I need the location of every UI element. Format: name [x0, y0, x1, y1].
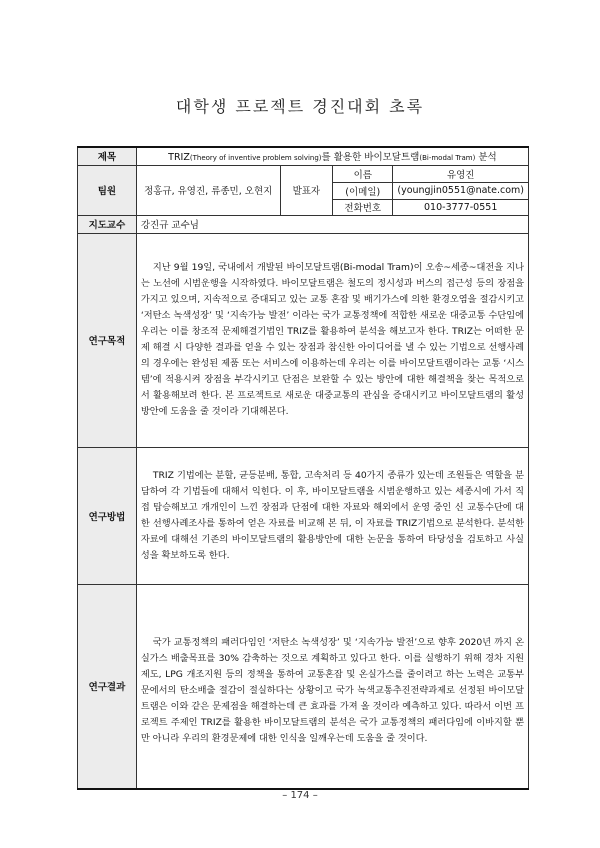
team-members: 정홍규, 유영진, 류종민, 오현지 [136, 165, 280, 215]
subject-small: (Theory of inventive problem solving) [189, 154, 322, 163]
name-value: 유영진 [393, 165, 529, 182]
subject-middle: 를 활용한 바이모달트램 [321, 152, 420, 164]
subject-suffix: 분석 [475, 152, 497, 164]
purpose-label: 연구목적 [78, 233, 137, 447]
method-text: TRIZ 기법에는 분할, 균등분배, 통합, 고속처리 등 40가지 종류가 있는데 조원들은 역할을 분담하여 각 기법들에 대해서 익힌다. 이 후, 바이모달트램을 시범운행하고 있는 세종시에 가서 직접 탑승해보고 개개인이 느낀 장점과 단점에 대한 자료와 해외에서 운영 중인 신 교통수단에 대한 선행사례조사를 통하여 얻은 자료를 비교해 본 뒤, 이 자료를 TRIZ기법으로 분석한다. 분석한 자료에 대해선 기존의 바이모달트램의 활용방안에 대한 논문을 통하여 타당성을 검토하고 사실성을 확보하도록 한다. [140, 469, 524, 561]
document-title: 대학생 프로젝트 경진대회 초록 [175, 97, 425, 116]
page-number: – 174 – [282, 790, 318, 801]
phone-label: 전화번호 [333, 199, 393, 215]
advisor-label: 지도교수 [78, 215, 137, 233]
method-section [136, 447, 528, 584]
method-label: 연구방법 [78, 447, 137, 584]
advisor-value: 강진규 교수님 [136, 215, 528, 233]
result-section [136, 584, 528, 789]
purpose-section [136, 233, 528, 447]
result-label: 연구결과 [78, 584, 137, 789]
subject-prefix: TRIZ [168, 152, 190, 164]
email-value: (youngjin0551@nate.com) [393, 182, 529, 199]
subject-value [136, 147, 528, 165]
result-text: 국가 교통정책의 패러다임인 ‘저탄소 녹색성장’ 및 ‘지속가능 발전’으로 향후 2020년 까지 온실가스 배출목표를 30% 감축하는 것으로 계획하고 있다고 한다. 이를 실행하기 위해 경차 지원제도, LPG 개조지원 등의 정책을 통하여 교통혼잡 및 온실가스를 줄이려고 하는 노력은 교통부문에서의 탄소배출 절감이 절실하다는 상황이고 국가 녹색교통추진전략과제로 선정된 바이모달트램은 이와 같은 문제점을 해결하는데 큰 효과를 가져 올 것이라 예측하고 있다. 따라서 이번 프로젝트 주제인 TRIZ를 활용한 바이모달트램의 분석은 국가 교통정책의 패러다임에 이바지할 뿐만 아니라 우리의 환경문제에 대한 인식을 일깨우는데 도움을 줄 것이다. [140, 637, 524, 745]
subject-label: 제목 [78, 147, 137, 165]
abstract-form-table [77, 146, 529, 790]
team-label: 팀원 [78, 165, 137, 215]
subject-small2: (Bi-modal Tram) [419, 154, 476, 163]
purpose-text: 지난 9월 19일, 국내에서 개발된 바이모달트램(Bi-modal Tram)이 오송~세종~대전을 지나는 노선에 시범운행을 시작하였다. 바이모달트램은 철도의 정시성과 버스의 접근성 등의 장점을 가지고 있으며, 지속적으로 증대되고 있는 교통 혼잡 및 배기가스에 의한 환경오염을 절감시키고 ‘저탄소 녹색성장’ 및 ‘지속가능 발전’ 이라는 국가 교통정책에 적합한 새로운 대중교통 수단임에 우리는 이를 창조적 문제해결기법인 TRIZ를 활용하여 분석을 해보고자 한다. TRIZ는 어떠한 문제 해결 시 다양한 결과를 얻을 수 있는 장점과 참신한 아이디어를 낼 수 있는 기법으로 선행사례의 경우에는 완성된 제품 또는 서비스에 이용하는데 우리는 이를 바이모달트램이라는 교통 ‘시스템’에 적용시켜 장점을 부각시키고 단점은 보완할 수 있는 방안에 대한 해결책을 찾는 목적으로서 활용해보려 한다. 본 프로젝트로 새로운 대중교통의 관심을 증대시키고 바이모달트램의 활성방안에 도움을 줄 것이라 기대해본다. [140, 262, 524, 417]
phone-value: 010-3777-0551 [393, 199, 529, 215]
presenter-label: 발표자 [280, 165, 333, 215]
email-label: (이메일) [333, 182, 393, 199]
name-label: 이름 [333, 165, 393, 182]
